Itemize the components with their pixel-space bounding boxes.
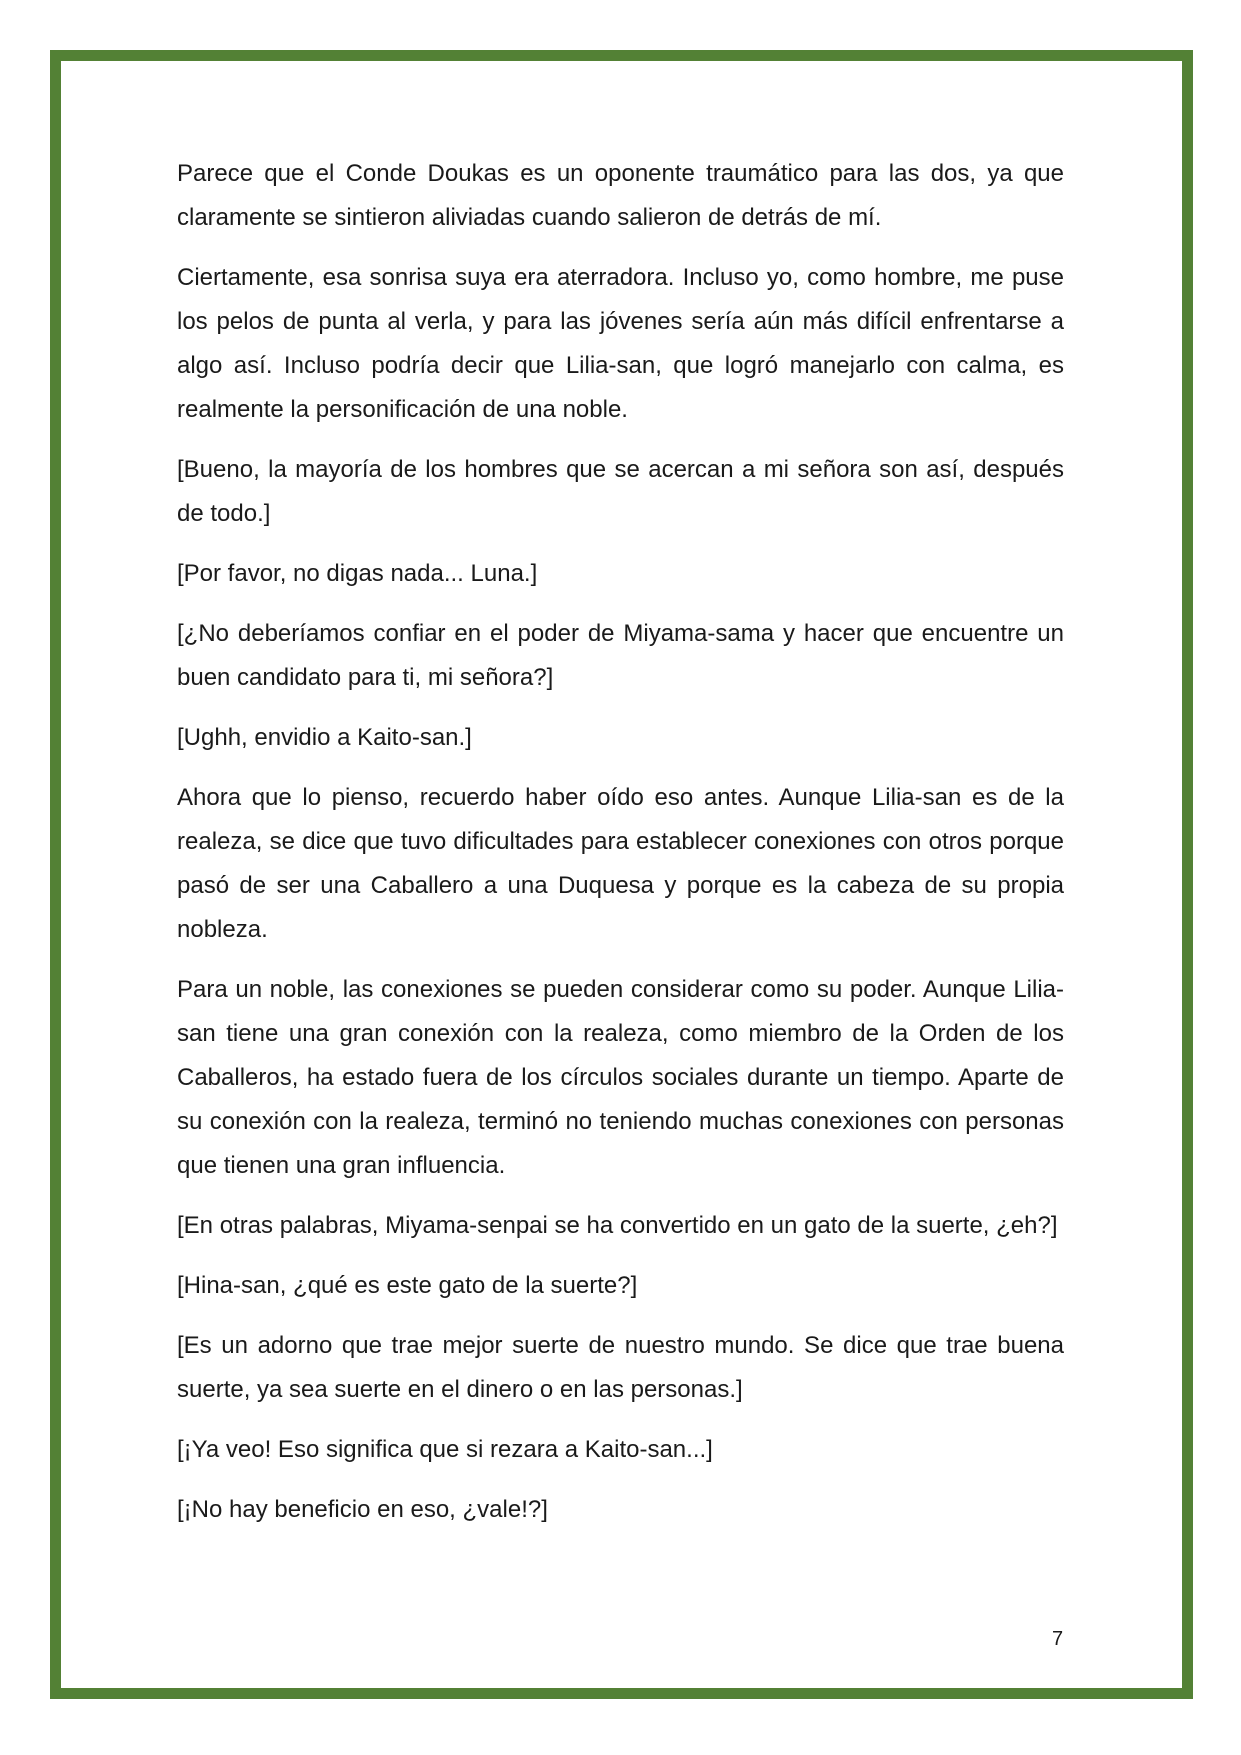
paragraph: [¿No deberíamos confiar en el poder de Miyama-sama y hacer que encuentre un buen candidato para ti, mi señora?] — [177, 620, 1064, 691]
paragraph: Ahora que lo pienso, recuerdo haber oído eso antes. Aunque Lilia-san es de la realeza, se dice que tuvo dificultades para establecer conexiones con otros porque pasó de ser una Caballero a una Duquesa y porque es la cabeza de su propia nobleza. — [177, 784, 1064, 943]
paragraph: [Es un adorno que trae mejor suerte de nuestro mundo. Se dice que trae buena suerte, ya sea suerte en el dinero o en las personas.] — [177, 1332, 1064, 1403]
paragraph: Ciertamente, esa sonrisa suya era aterradora. Incluso yo, como hombre, me puse los pelos de punta al verla, y para las jóvenes sería aún más difícil enfrentarse a algo así. Incluso podría decir que Lilia-san, que logró manejarlo con calma, es realmente la personificación de una noble. — [177, 264, 1064, 423]
document-body — [177, 152, 1064, 1548]
paragraph: [Hina-san, ¿qué es este gato de la suerte?] — [177, 1272, 638, 1299]
paragraph: [Bueno, la mayoría de los hombres que se acercan a mi señora son así, después de todo.] — [177, 456, 1064, 527]
paragraph: [¡No hay beneficio en eso, ¿vale!?] — [177, 1496, 548, 1523]
paragraph: [Ughh, envidio a Kaito-san.] — [177, 724, 472, 751]
page-number: 7 — [1052, 1628, 1064, 1650]
paragraph: Para un noble, las conexiones se pueden considerar como su poder. Aunque Lilia-san tiene una gran conexión con la realeza, como miembro de la Orden de los Caballeros, ha estado fuera de los círculos sociales durante un tiempo. Aparte de su conexión con la realeza, terminó no teniendo muchas conexiones con personas que tienen una gran influencia. — [177, 976, 1064, 1179]
paragraph: [En otras palabras, Miyama-senpai se ha convertido en un gato de la suerte, ¿eh?] — [177, 1212, 1058, 1239]
paragraph: Parece que el Conde Doukas es un oponente traumático para las dos, ya que claramente se sintieron aliviadas cuando salieron de detrás de mí. — [177, 160, 1064, 231]
paragraph: [Por favor, no digas nada... Luna.] — [177, 560, 538, 587]
paragraph: [¡Ya veo! Eso significa que si rezara a Kaito-san...] — [177, 1436, 713, 1463]
